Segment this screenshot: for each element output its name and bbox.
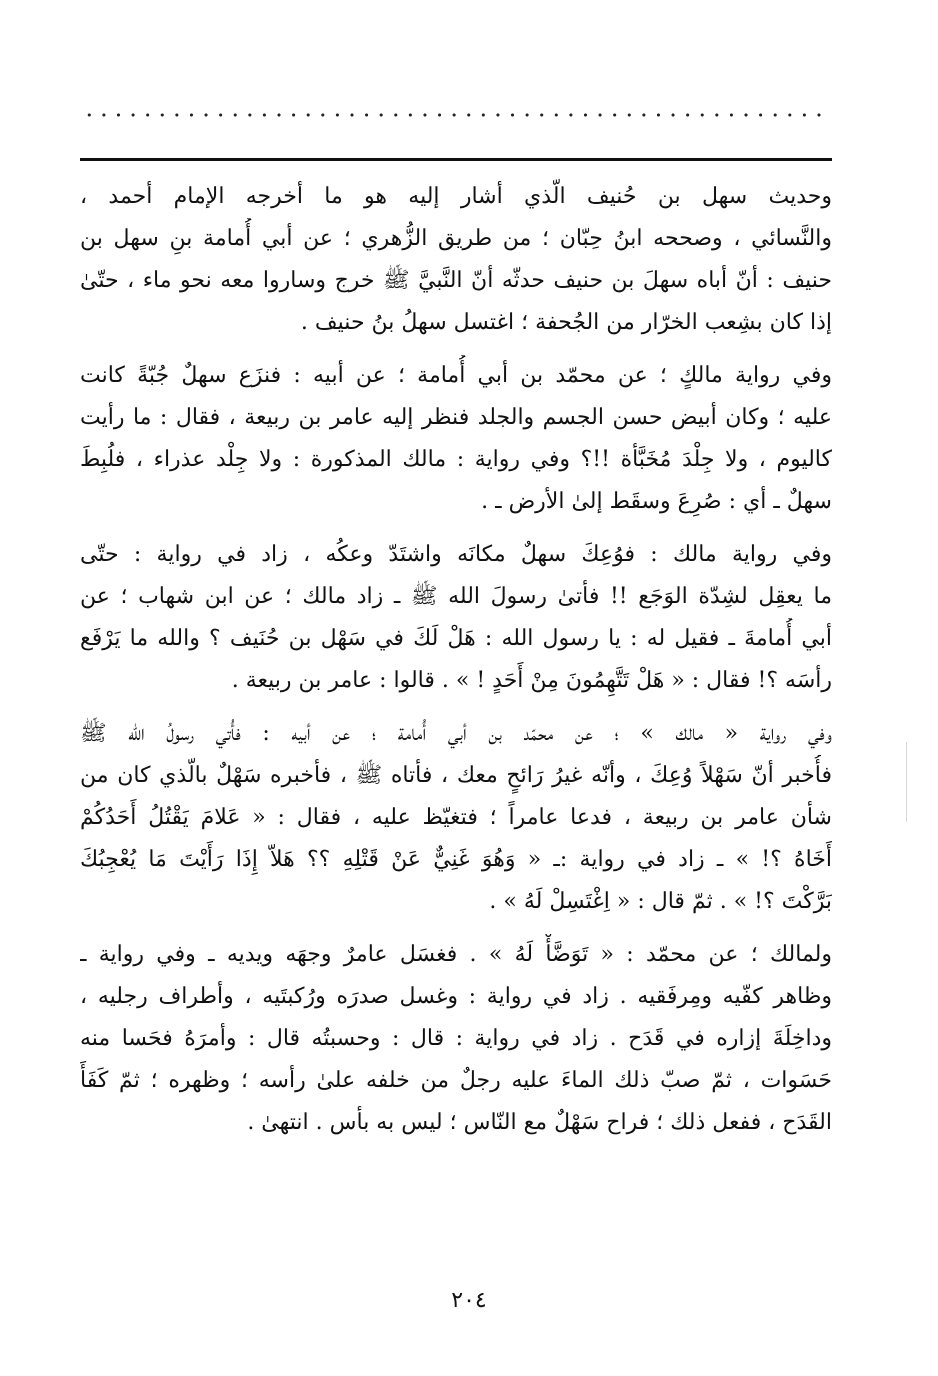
text-line: إذا كان بشِعب الخرّار من الجُحفة ؛ اغتسل سهلُ بنُ حنيف . [300, 310, 832, 335]
paragraph-4 [80, 713, 832, 923]
text-line: والنَّسائي ، وصححه ابنُ حِبّان ؛ من طريق الزُّهري ؛ عن أبي أُمامة بنِ سهل بن [80, 226, 832, 251]
text-line: شأن عامر بن ربيعة ، فدعا عامراً ؛ فتغيّظ عليه ، فقال : « عَلامَ يَقْتُلُ أَحَدُكُمْ [80, 805, 832, 830]
text-line: أبي أُمامةَ ـ فقيل له : يا رسول الله : هَلْ لَكَ في سَهْل بن حُنَيف ؟ والله ما يَرْفَع [80, 626, 832, 651]
text-line: وظاهر كفّيه ومِرفَقيه . زاد في رواية : وغسل صدرَه ورُكبتَيه ، وأطراف رجليه ، [80, 984, 832, 1009]
text-line: القَدَح ، ففعل ذلك ؛ فراح سَهْلٌ مع النّاس ؛ ليس به بأس . انتهىٰ . [247, 1110, 832, 1135]
text-line: وفي رواية مالكٍ ؛ عن محمّد بن أبي أُمامة ؛ عن أبيه : فنزَع سهلٌ جُبّةً كانت [80, 363, 832, 388]
text-line: فأُخبر أنّ سَهْلاً وُعِكَ ، وأنّه غيرُ رَائحٍ معك ، فأتاه ﷺ ، فأخبره سَهْلٌ بالّذي كان من [80, 763, 832, 788]
text-line: رأسَه ؟! فقال : « هَلْ تَتَّهِمُونَ مِنْ أَحَدٍ ! » . قالوا : عامر بن ربيعة . [231, 668, 832, 693]
text-line: وفي رواية مالك : فوُعِكَ سهلٌ مكانَه واشتَدّ وعكُه ، زاد في رواية : حتّى [80, 542, 832, 567]
page-body [80, 176, 832, 1155]
page-number: ٢٠٤ [451, 1288, 487, 1313]
text-line: حنيف : أنّ أباه سهلَ بن حنيف حدثّه أنّ النَّبيَّ ﷺ خرج وساروا معه نحو ماء ، حتّىٰ [80, 268, 832, 293]
paragraph-1 [80, 176, 832, 344]
text-line: وحديث سهل بن حُنيف الّذي أشار إليه هو ما أخرجه الإمام أحمد ، [80, 184, 832, 209]
text-line: أَخَاهُ ؟! » ـ زاد في رواية :ـ « وَهُوَ غَنِيٌّ عَنْ قَتْلِهِ ؟؟ هَلاّ إِذَا رَأَيْتَ مَا يُعْجِبُكَ [80, 847, 832, 872]
text-line: ما يعقِل لشِدّة الوَجَع !! فأتىٰ رسولَ الله ﷺ ـ زاد مالك ؛ عن ابن شهاب ؛ عن [80, 584, 832, 609]
paragraph-5 [80, 934, 832, 1144]
header-rule [80, 158, 832, 161]
text-line: كاليوم ، ولا جِلْدَ مُخَبَّأة !!؟ وفي رواية : مالك المذكورة : ولا جِلْد عذراء ، فلُبِطَ [80, 447, 832, 472]
text-line: سهلٌ ـ أي : صُرِعَ وسقَط إلىٰ الأرض ـ . [481, 489, 832, 514]
text-line: حَسَوات ، ثمّ صبّ ذلك الماءَ عليه رجلٌ من خلفه علىٰ رأسه ؛ وظهره ؛ ثمّ كَفَأَ [80, 1068, 832, 1093]
paragraph-2 [80, 355, 832, 523]
text-line: عليه ؛ وكان أبيض حسن الجسم والجلد فنظر إليه عامر بن ربيعة ، فقال : ما رأيت [80, 405, 832, 430]
text-line: وداخِلَةَ إزاره في قَدَح . زاد في رواية : قال : وحسبتُه قال : وأمرَهُ فحَسا منه [80, 1026, 832, 1051]
dotted-separator [82, 112, 832, 118]
text-line: ولمالك ؛ عن محمّد : « تَوَضَّأْ لَهُ » . فغسَل عامرٌ وجهَه ويديه ـ وفي رواية ـ [80, 942, 832, 967]
text-line: بَرَّكْتَ ؟! » . ثمّ قال : « اِغْتَسِلْ لَهُ » . [489, 889, 832, 914]
paragraph-3 [80, 534, 832, 702]
margin-mark [906, 742, 907, 822]
text-line: وفي رواية « مالك » ؛ عن محمّد بن أبي أُمامة ؛ عن أبيه : فأُتي رسولُ الله ﷺ [80, 721, 832, 746]
